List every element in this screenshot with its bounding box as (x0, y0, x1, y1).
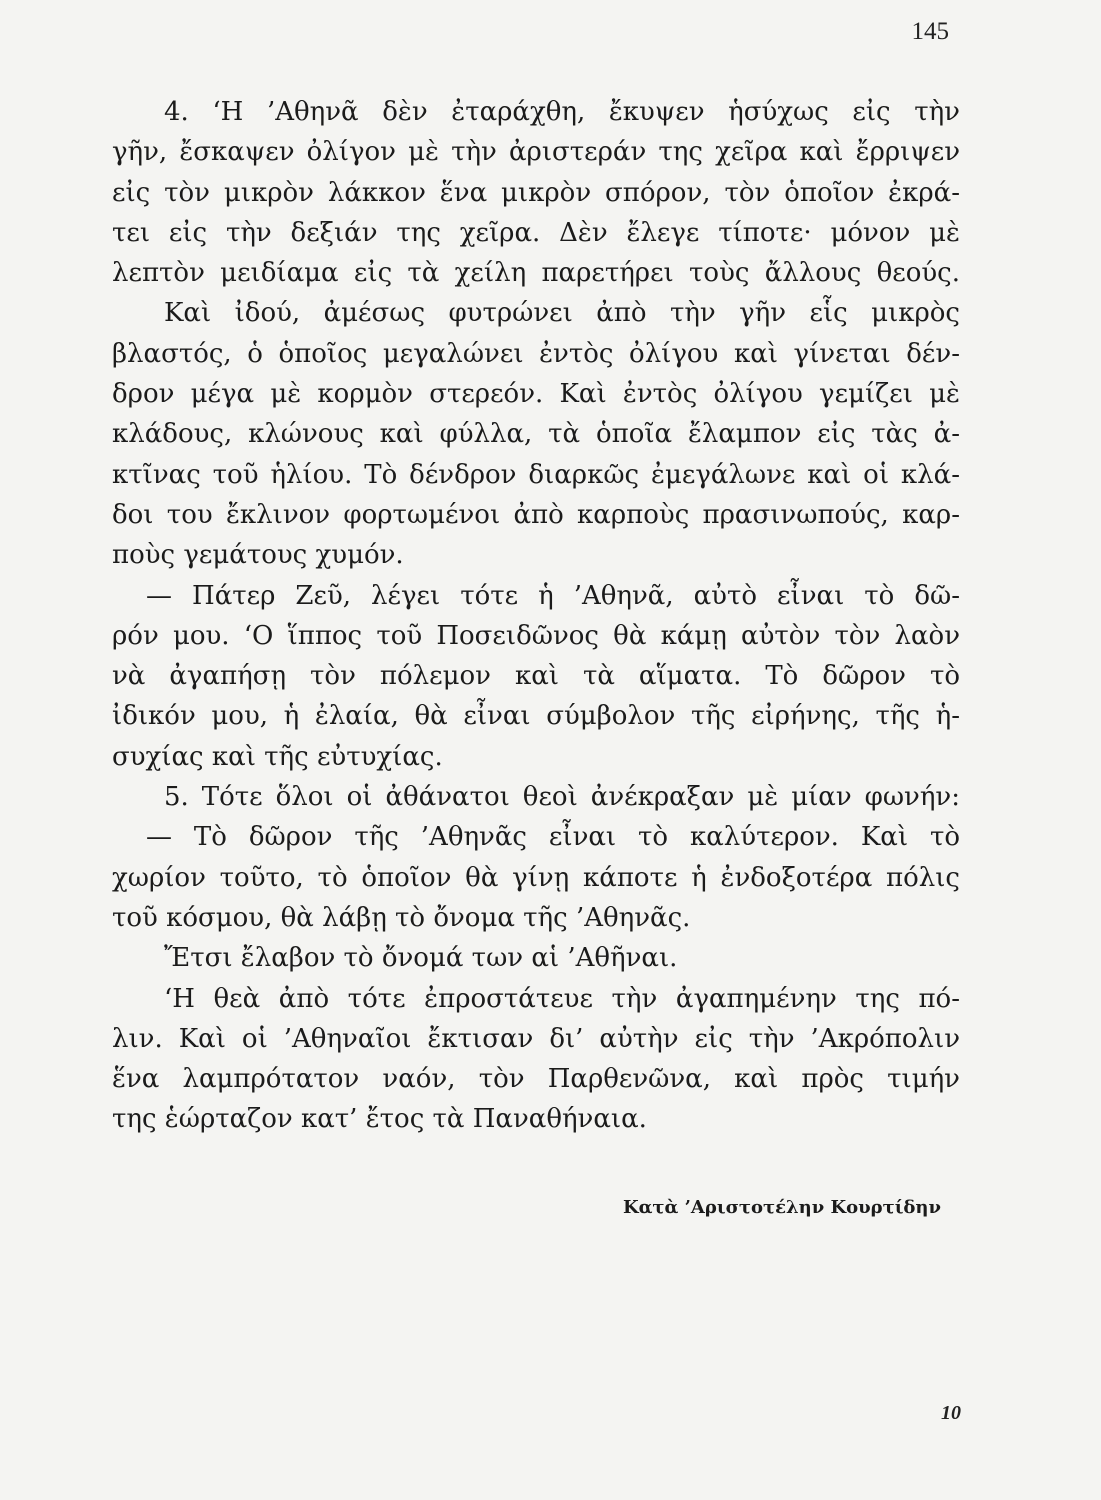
text-line: εἰς τὸν μικρὸν λάκκον ἕνα μικρὸν σπόρον, τὸν ὁποῖον ἐκρά- (112, 177, 960, 208)
text-line: δρον μέγα μὲ κορμὸν στερεόν. Καὶ ἐντὸς ὀλίγου γεμίζει μὲ (112, 379, 960, 410)
text-line: κτῖνας τοῦ ἡλίου. Τὸ δένδρον διαρκῶς ἐμεγάλωνε καὶ οἱ κλά- (112, 459, 960, 490)
author-attribution: Κατὰ ’Αριστοτέλην Κουρτίδην (622, 1197, 941, 1218)
text-line: συχίας καὶ τῆς εὐτυχίας. (112, 741, 443, 772)
text-line: δοι του ἔκλινον φορτωμένοι ἀπὸ καρποὺς πρασινωπούς, καρ- (112, 499, 960, 530)
text-line: βλαστός, ὁ ὁποῖος μεγαλώνει ἐντὸς ὀλίγου καὶ γίνεται δέν- (112, 338, 960, 369)
text-line: λεπτὸν μειδίαμα εἰς τὰ χείλη παρετήρει τοὺς ἄλλους θεούς. (112, 258, 960, 289)
text-line: τοῦ κόσμου, θὰ λάβῃ τὸ ὄνομα τῆς ’Αθηνᾶς. (112, 902, 691, 933)
text-line: ‘Η θεὰ ἀπὸ τότε ἐπροστάτευε τὴν ἀγαπημένην της πό- (164, 983, 960, 1014)
text-line: γῆν, ἔσκαψεν ὀλίγον μὲ τὴν ἀριστεράν της χεῖρα καὶ ἔρριψεν (112, 137, 960, 168)
text-line: τει εἰς τὴν δεξιάν της χεῖρα. Δὲν ἔλεγε τίποτε· μόνον μὲ (112, 217, 960, 248)
text-line: νὰ ἀγαπήσῃ τὸν πόλεμον καὶ τὰ αἵματα. Τὸ δῶρον τὸ (112, 661, 960, 692)
text-line: κλάδους, κλώνους καὶ φύλλα, τὰ ὁποῖα ἔλαμπον εἰς τὰς ἀ- (112, 419, 960, 450)
text-line: 5. Τότε ὅλοι οἱ ἀθάνατοι θεοὶ ἀνέκραξαν μὲ μίαν φωνήν: (164, 782, 960, 813)
text-line: — Πάτερ Ζεῦ, λέγει τότε ἡ ’Αθηνᾶ, αὐτὸ εἶναι τὸ δῶ- (146, 580, 960, 611)
text-line: ποὺς γεμάτους χυμόν. (112, 540, 404, 571)
story-text (112, 92, 960, 1140)
text-line: χωρίον τοῦτο, τὸ ὁποῖον θὰ γίνῃ κάποτε ἡ ἐνδοξοτέρα πόλις (112, 862, 960, 893)
text-line: ἕνα λαμπρότατον ναόν, τὸν Παρθενῶνα, καὶ πρὸς τιμήν (112, 1064, 960, 1095)
text-line: ἰδικόν μου, ἡ ἐλαία, θὰ εἶναι σύμβολον τῆς εἰρήνης, τῆς ἡ- (112, 701, 960, 732)
text-line: λιν. Καὶ οἱ ’Αθηναῖοι ἔκτισαν δι’ αὐτὴν εἰς τὴν ’Ακρόπολιν (112, 1023, 960, 1054)
signature-mark: 10 (941, 1402, 961, 1424)
text-line: της ἑώρταζον κατ’ ἔτος τὰ Παναθήναια. (112, 1104, 647, 1135)
text-line: ρόν μου. ‘Ο ἵππος τοῦ Ποσειδῶνος θὰ κάμῃ αὐτὸν τὸν λαὸν (112, 620, 960, 651)
text-line: — Τὸ δῶρον τῆς ’Αθηνᾶς εἶναι τὸ καλύτερον. Καὶ τὸ (146, 822, 960, 853)
text-line: Ἔτσι ἔλαβον τὸ ὄνομά των αἱ ’Αθῆναι. (164, 943, 678, 974)
text-line: 4. ‘Η ’Αθηνᾶ δὲν ἐταράχθη, ἔκυψεν ἡσύχως εἰς τὴν (164, 97, 960, 127)
page-number: 145 (911, 18, 949, 45)
text-line: Καὶ ἰδού, ἀμέσως φυτρώνει ἀπὸ τὴν γῆν εἷς μικρὸς (164, 298, 960, 329)
